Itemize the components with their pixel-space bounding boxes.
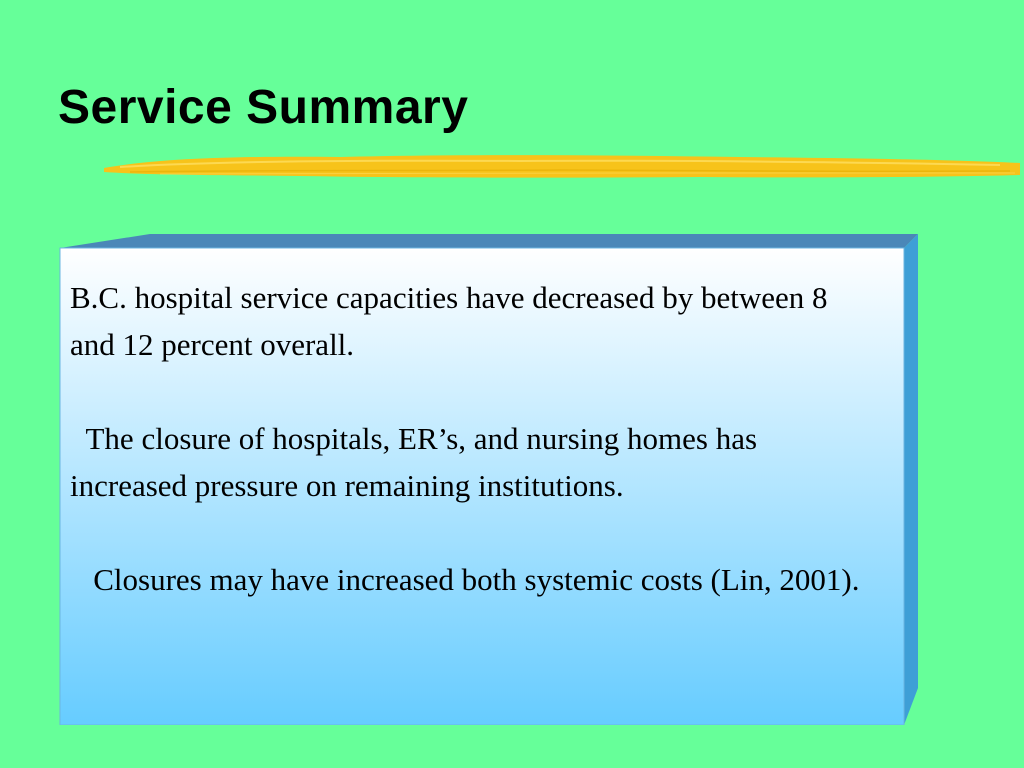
paragraph-closures: The closure of hospitals, ER’s, and nursing homes has increased pressure on remaining institutions. (70, 421, 758, 503)
paragraph-costs: Closures may have increased both systemic costs (Lin, 2001). (70, 562, 860, 597)
content-box (58, 234, 918, 725)
paragraph-capacity: B.C. hospital service capacities have decreased by between 8 and 12 percent overall. (70, 280, 828, 362)
content-text (70, 274, 870, 603)
highlighter-stroke (100, 148, 1024, 188)
slide-title: Service Summary (58, 81, 469, 134)
